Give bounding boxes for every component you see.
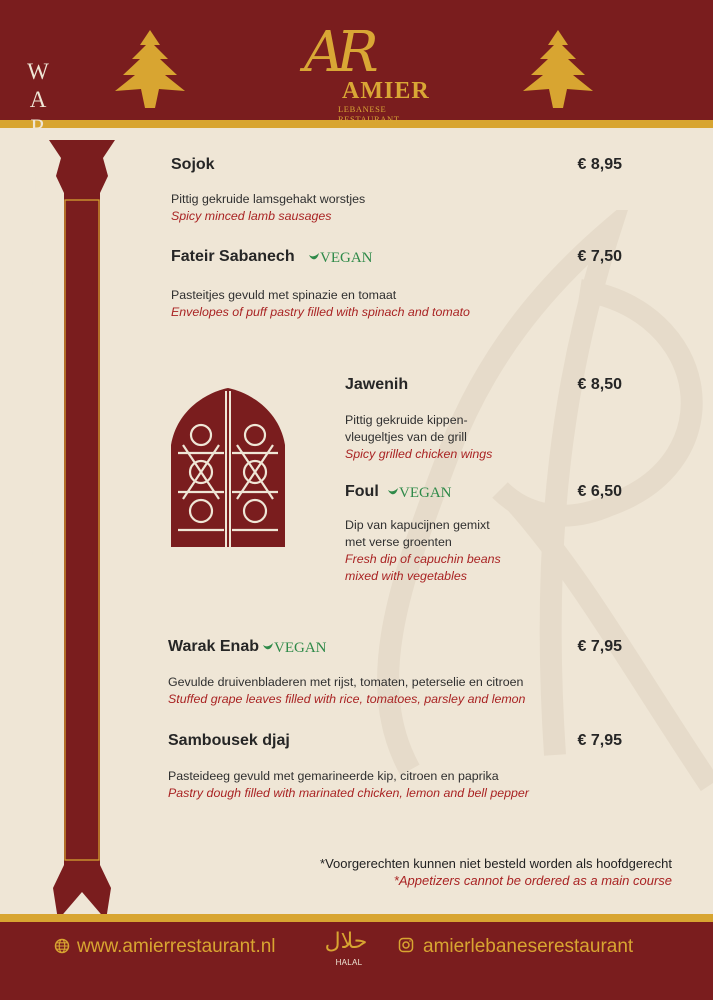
menu-item-english-description: Envelopes of puff pastry filled with spinach and tomato <box>171 305 470 319</box>
side-letter: A <box>29 249 47 274</box>
menu-item-price: € 7,95 <box>577 732 622 749</box>
halal-arabic-text: حلال <box>324 929 368 954</box>
side-letter: Z <box>30 547 46 572</box>
restaurant-subtitle: LEBANESE RESTAURANT <box>338 104 400 124</box>
halal-label: HALAL <box>335 958 363 967</box>
logo-monogram: AR <box>304 20 371 85</box>
vegan-label: VEGAN <box>320 250 373 266</box>
menu-item-price: € 7,50 <box>577 248 622 265</box>
menu-item-dutch-description-line-2: met verse groenten <box>345 535 452 549</box>
side-letter: A <box>29 519 47 544</box>
menu-item-name: Fateir Sabanech <box>171 248 295 265</box>
appetizer-note-english: *Appetizers cannot be ordered as a main course <box>393 873 672 888</box>
menu-item-dutch-description: Pasteideeg gevuld met gemarineerde kip, citroen en paprika <box>168 769 499 783</box>
menu-item-dutch-description: Pittig gekruide lamsgehakt worstjes <box>171 192 366 206</box>
menu-item-dutch-description: Pasteitjes gevuld met spinazie en tomaat <box>171 288 397 302</box>
footer-gold-line <box>0 914 713 922</box>
leaf-icon <box>263 643 273 652</box>
side-separator: • <box>34 334 42 354</box>
leaf-icon <box>388 488 398 497</box>
side-letter: A <box>29 305 47 330</box>
side-letter: E <box>30 171 46 196</box>
globe-icon <box>54 938 70 954</box>
side-letter: W <box>27 357 49 382</box>
arabesque-window-illustration <box>165 387 291 549</box>
menu-item-fateir-sabanech <box>171 248 626 321</box>
side-letter: R <box>30 115 46 140</box>
restaurant-name: AMIER <box>342 78 430 104</box>
menu-item-name: Warak Enab <box>168 638 259 655</box>
menu-item-name: Jawenih <box>345 376 409 393</box>
menu-item-price: € 8,95 <box>577 156 622 173</box>
menu-item-name: Sojok <box>171 156 215 173</box>
side-letter: A <box>29 87 47 112</box>
menu-item-english-description: Pastry dough filled with marinated chicken, lemon and bell pepper <box>168 786 529 800</box>
appetizer-note <box>262 855 672 889</box>
side-letter: M <box>27 491 49 516</box>
menu-item-warak-enab <box>168 638 626 708</box>
menu-item-name: Sambousek djaj <box>168 732 290 749</box>
instagram-handle-link[interactable]: amierlebaneserestaurant <box>423 936 634 957</box>
menu-item-name: Foul <box>345 483 379 500</box>
side-ribbon <box>44 140 120 920</box>
menu-item-jawenih <box>345 376 626 463</box>
menu-item-sojok <box>171 156 626 225</box>
menu-item-sambousek-djaj <box>168 732 626 802</box>
side-letter: R <box>30 413 46 438</box>
menu-item-price: € 6,50 <box>577 483 622 500</box>
side-letter: A <box>29 575 47 600</box>
vegan-label: VEGAN <box>399 485 452 501</box>
menu-item-english-description-line-1: Fresh dip of capuchin beans <box>345 552 501 566</box>
menu-item-english-description: Stuffed grape leaves filled with rice, tomatoes, parsley and lemon <box>168 692 526 706</box>
side-letter: M <box>27 221 49 246</box>
website-link[interactable]: www.amierrestaurant.nl <box>77 936 276 957</box>
side-letter: W <box>27 59 49 84</box>
vegan-badge <box>388 484 452 502</box>
warm-maza-vertical-text <box>21 58 55 758</box>
vegan-badge <box>263 639 327 657</box>
side-letter: A <box>29 385 47 410</box>
menu-item-price: € 8,50 <box>577 376 622 393</box>
menu-item-dutch-description-line-2: vleugeltjes van de grill <box>345 430 467 444</box>
menu-item-foul <box>345 483 626 585</box>
appetizer-note-dutch: *Voorgerechten kunnen niet besteld worden als hoofdgerecht <box>320 856 672 871</box>
vegan-label: VEGAN <box>274 640 327 656</box>
menu-item-dutch-description-line-1: Pittig gekruide kippen- <box>345 413 468 427</box>
menu-item-english-description: Spicy grilled chicken wings <box>345 447 493 461</box>
menu-item-dutch-description-line-1: Dip van kapucijnen gemixt <box>345 518 490 532</box>
side-letter: M <box>27 143 49 168</box>
menu-item-price: € 7,95 <box>577 638 622 655</box>
menu-item-dutch-description: Gevulde druivenbladeren met rijst, tomaten, peterselie en citroen <box>168 675 524 689</box>
menu-item-english-description: Spicy minced lamb sausages <box>171 209 332 223</box>
menu-item-english-description-line-2: mixed with vegetables <box>345 569 467 583</box>
vegan-badge <box>309 249 373 267</box>
instagram-icon <box>398 937 414 953</box>
leaf-icon <box>309 253 319 262</box>
side-letter: Z <box>30 277 46 302</box>
side-letter: M <box>27 441 49 466</box>
